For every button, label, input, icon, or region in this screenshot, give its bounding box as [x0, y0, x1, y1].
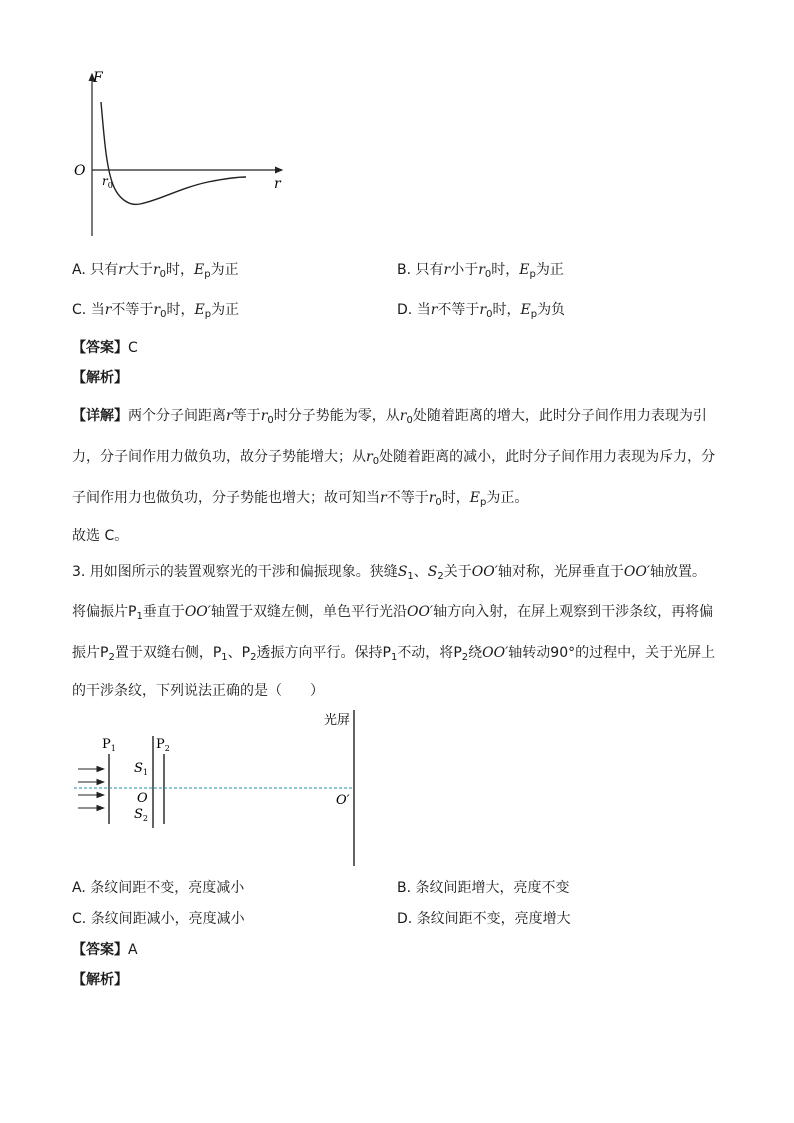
q3-option-c: C. 条纹间距减小，亮度减小: [72, 911, 245, 927]
q3-option-b: B. 条纹间距增大，亮度不变: [397, 880, 570, 896]
q3-analysis-label: 【解析】: [72, 972, 128, 988]
q2-option-b: B. 只有r小于$r_0$时，$E_p$为正: [397, 262, 564, 280]
s2-label: $S_2$: [134, 807, 148, 823]
q2-conclusion: 故选 C。: [72, 528, 129, 544]
q2-option-d: D. 当r不等于$r_0$时，$E_p$为负: [397, 302, 566, 320]
origin-label: O: [74, 163, 86, 179]
q3-stem-line-3: 振片$P_2$置于双缝右侧，$P_1$、$P_2$透振方向平行。保持$P_1$不动，将$P_2$绕OO′轴转动90°的过程中，关于光屏上: [72, 645, 716, 663]
force-curve: [101, 102, 246, 204]
q2-answer: [72, 340, 138, 356]
q3-option-d: D. 条纹间距不变，亮度增大: [397, 911, 571, 927]
interference-setup-diagram: [70, 706, 370, 872]
s1-label: $S_1$: [134, 761, 148, 777]
answer-label: 【答案】: [72, 340, 128, 356]
q2-analysis-label: 【解析】: [72, 370, 128, 386]
q3-stem-line-2: 将偏振片$P_1$垂直于OO′轴置于双缝左侧，单色平行光沿OO′轴方向入射，在屏上观察到干涉条纹，再将偏: [72, 604, 714, 622]
o-label: O: [137, 791, 148, 806]
y-axis-label: F: [93, 70, 103, 86]
answer-value: C: [128, 340, 138, 356]
answer-value: A: [128, 942, 138, 958]
o-prime-label: O′: [336, 793, 350, 808]
q2-option-c: C. 当r不等于$r_0$时，$E_p$为正: [72, 302, 240, 320]
q2-detail-line-1: 【详解】两个分子间距离r等于$r_0$时分子势能为零，从$r_0$处随着距离的增大，此时分子间作用力表现为引: [72, 408, 707, 426]
q3-option-a: A. 条纹间距不变，亮度减小: [72, 880, 245, 896]
q3-answer: [72, 942, 138, 958]
r0-label: $r_0$: [102, 174, 113, 190]
p1-label: $P_1$: [102, 737, 116, 753]
x-axis-label: r: [274, 176, 281, 192]
screen-label: 光屏: [324, 713, 351, 728]
q3-stem-line-1: 3. 用如图所示的装置观察光的干涉和偏振现象。狭缝$S_1$、$S_2$关于OO′轴对称，光屏垂直于OO′轴放置。: [72, 564, 707, 582]
force-distance-graph: [60, 64, 300, 244]
q3-stem-line-4: 的干涉条纹，下列说法正确的是（ ）: [72, 683, 324, 699]
p2-label: $P_2$: [156, 737, 170, 753]
q2-detail-line-3: 子间作用力也做负功，分子势能也增大；故可知当r不等于$r_0$时，$E_p$为正。: [72, 490, 529, 508]
q2-option-a: A. 只有r大于$r_0$时，$E_p$为正: [72, 262, 239, 280]
answer-label: 【答案】: [72, 942, 128, 958]
q2-detail-line-2: 力，分子间作用力做负功，故分子势能增大；从$r_0$处随着距离的减小，此时分子间作用力表现为斥力，分: [72, 449, 716, 467]
